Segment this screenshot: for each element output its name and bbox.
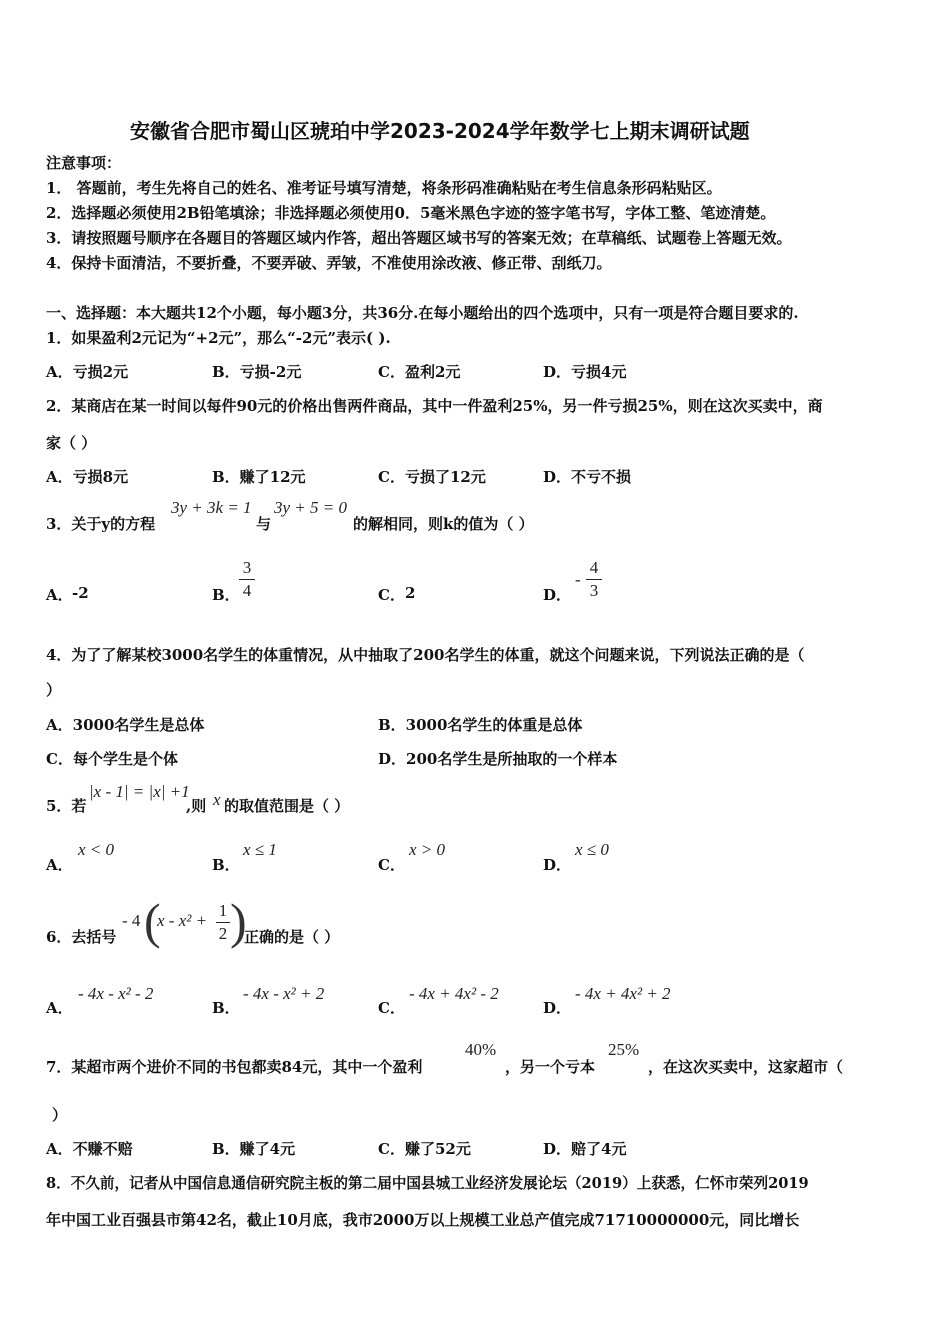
q1-option-b: B．亏损-2元 — [212, 363, 302, 381]
q7-option-a: A．不赚不赔 — [46, 1140, 133, 1158]
note-item-1: 1． 答题前，考生先将自己的姓名、准考证号填写清楚，将条形码准确粘贴在考生信息条形码粘贴区。 — [46, 179, 722, 197]
q3-option-d-sign: - — [575, 570, 581, 589]
q6-fraction-numerator: 1 — [218, 901, 228, 920]
notes-heading: 注意事项： — [46, 154, 122, 172]
q5-option-a: x < 0 — [78, 840, 115, 859]
q7-stem-line2: ） — [52, 1106, 68, 1124]
q3-equation-2: 3y + 5 = 0 — [274, 498, 347, 517]
q1-option-c: C．盈利2元 — [378, 363, 461, 381]
section-heading: 一、选择题：本大题共12个小题，每小题3分，共36分.在每小题给出的四个选项中，只有一项是符合题目要求的. — [46, 304, 799, 322]
q5-option-c: x > 0 — [409, 840, 446, 859]
page-title: 安徽省合肥市蜀山区琥珀中学2023-2024学年数学七上期末调研试题 — [130, 119, 750, 143]
q2-stem-line2: 家（ ） — [46, 434, 97, 452]
q3-label-a: A． — [46, 586, 73, 604]
q3-option-c-value: 2 — [405, 584, 416, 602]
note-item-3: 3．请按照题号顺序在各题目的答题区域内作答，超出答题区域书写的答案无效；在草稿纸、试题卷上答题无效。 — [46, 229, 792, 247]
q7-option-d: D．赔了4元 — [543, 1140, 627, 1158]
note-item-2: 2．选择题必须使用2B铅笔填涂；非选择题必须使用0．5毫米黑色字迹的签字笔书写，字体工整、笔迹清楚。 — [46, 204, 776, 222]
q3-stem-a: 3．关于y的方程 — [46, 515, 156, 533]
q6-option-c: - 4x + 4x² - 2 — [409, 984, 499, 1003]
q6-option-b: - 4x - x² + 2 — [243, 984, 325, 1003]
q4-option-a: A．3000名学生是总体 — [46, 716, 205, 734]
q4-option-d: D．200名学生是所抽取的一个样本 — [378, 750, 618, 768]
q5-label-c: C． — [378, 856, 405, 874]
q4-stem-line2: ） — [46, 681, 62, 699]
q5-stem-b: ,则 — [186, 797, 207, 815]
q6-option-a: - 4x - x² - 2 — [78, 984, 154, 1003]
q7-percent-loss: 25% — [608, 1040, 640, 1059]
q6-stem-b: 正确的是（ ） — [244, 928, 340, 946]
q7-option-c: C．赚了52元 — [378, 1140, 471, 1158]
q6-label-a: A． — [46, 999, 73, 1017]
q4-stem-line1: 4．为了了解某校3000名学生的体重情况，从中抽取了200名学生的体重，就这个问题来说，下列说法正确的是（ — [46, 646, 805, 664]
q5-variable: x — [213, 790, 221, 809]
q5-stem-a: 5．若 — [46, 797, 87, 815]
q3-equation-1: 3y + 3k = 1 — [171, 498, 252, 517]
q2-option-b: B．赚了12元 — [212, 468, 306, 486]
q5-stem-c: 的取值范围是（ ） — [224, 797, 350, 815]
q1-option-d: D．亏损4元 — [543, 363, 627, 381]
q2-option-d: D．不亏不损 — [543, 468, 632, 486]
q8-stem-line1: 8．不久前，记者从中国信息通信研究院主板的第二届中国县城工业经济发展论坛（2019）上获悉，仁怀市荣列2019 — [46, 1175, 809, 1192]
q3-option-d-numerator: 4 — [589, 558, 599, 577]
q7-stem-c: ，在这次买卖中，这家超市（ — [648, 1058, 844, 1076]
q3-option-b-numerator: 3 — [242, 558, 252, 577]
q5-label-a: A． — [46, 856, 73, 874]
q5-option-d: x ≤ 0 — [575, 840, 609, 859]
q6-expression-inner: x - x² + — [157, 911, 208, 930]
q3-option-a-value: -2 — [72, 584, 89, 602]
q5-expression: |x - 1| = |x| +1 — [89, 782, 190, 801]
q3-stem-c: 的解相同，则k的值为（ ） — [353, 515, 534, 533]
q7-percent-profit: 40% — [465, 1040, 497, 1059]
q3-label-c: C． — [378, 586, 405, 604]
q6-stem-a: 6．去括号 — [46, 928, 117, 946]
q3-label-b: B． — [212, 586, 240, 604]
q6-expression-prefix: - 4 — [122, 911, 141, 930]
q2-option-c: C．亏损了12元 — [378, 468, 486, 486]
q4-option-c: C．每个学生是个体 — [46, 750, 178, 768]
q2-stem-line1: 2．某商店在某一时间以每件90元的价格出售两件商品，其中一件盈利25%，另一件亏损25%，则在这次买卖中，商 — [46, 397, 823, 415]
q3-stem-b: 与 — [256, 515, 272, 533]
q7-option-b: B．赚了4元 — [212, 1140, 296, 1158]
q3-option-d-denominator: 3 — [589, 581, 599, 600]
q5-label-d: D． — [543, 856, 572, 874]
q4-option-b: B．3000名学生的体重是总体 — [378, 716, 583, 734]
q5-option-b: x ≤ 1 — [243, 840, 277, 859]
q3-option-b-fraction — [239, 558, 255, 601]
note-item-4: 4．保持卡面清洁，不要折叠，不要弄破、弄皱，不准使用涂改液、修正带、刮纸刀。 — [46, 254, 612, 272]
q6-fraction — [216, 901, 230, 944]
q6-label-d: D． — [543, 999, 572, 1017]
q3-option-b-denominator: 4 — [242, 581, 252, 600]
q1-stem: 1．如果盈利2元记为“+2元”，那么“-2元”表示( ). — [46, 329, 391, 347]
q6-option-d: - 4x + 4x² + 2 — [575, 984, 671, 1003]
q6-left-paren: ( — [144, 893, 161, 949]
q8-stem-line2: 年中国工业百强县市第42名，截止10月底，我市2000万以上规模工业总产值完成71710000000元，同比增长 — [46, 1211, 800, 1229]
q6-fraction-denominator: 2 — [218, 924, 228, 943]
q5-label-b: B． — [212, 856, 240, 874]
q7-stem-a: 7．某超市两个进价不同的书包都卖84元，其中一个盈利 — [46, 1058, 423, 1076]
q7-stem-b: ，另一个亏本 — [505, 1058, 596, 1076]
q2-option-a: A．亏损8元 — [46, 468, 129, 486]
q6-right-paren: ) — [230, 893, 247, 949]
q3-label-d: D． — [543, 586, 572, 604]
q6-label-c: C． — [378, 999, 405, 1017]
q1-option-a: A．亏损2元 — [46, 363, 129, 381]
q6-label-b: B． — [212, 999, 240, 1017]
q3-option-d-fraction — [586, 558, 602, 601]
